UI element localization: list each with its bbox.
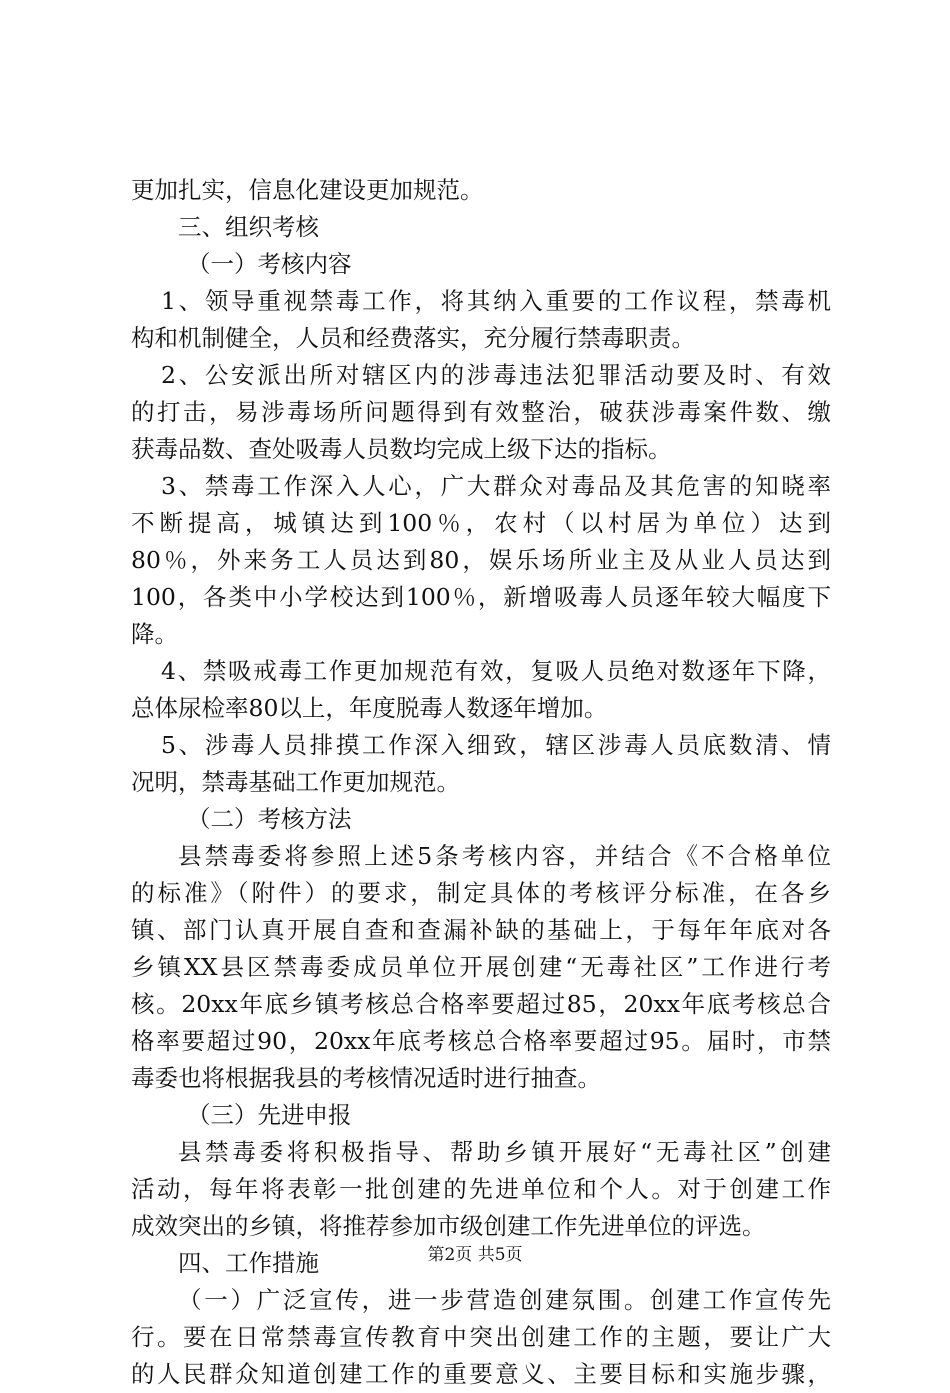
text-line: 获毒品数、查处吸毒人员数均完成上级下达的指标。 [131, 435, 672, 463]
text-line: 的标准》（附件）的要求，制定具体的考核评分标准，在各乡 [131, 879, 831, 907]
text-line: 构和机制健全，人员和经费落实，充分履行禁毒职责。 [131, 324, 695, 352]
text-line: 1、领导重视禁毒工作，将其纳入重要的工作议程，禁毒机 [161, 287, 831, 315]
text-line: 100，各类中小学校达到100％，新增吸毒人员逐年较大幅度下 [131, 583, 831, 611]
text-line: （一）广泛宣传，进一步营造创建氛围。创建工作宣传先 [178, 1286, 831, 1314]
subsection-heading: （三）先进申报 [187, 1101, 352, 1129]
text-line: 的人民群众知道创建工作的重要意义、主要目标和实施步骤， [131, 1360, 831, 1388]
section-heading: 四、工作措施 [178, 1249, 319, 1277]
text-line: 格率要超过90，20xx年底考核总合格率要超过95。届时，市禁 [131, 1027, 831, 1055]
text-line: 更加扎实，信息化建设更加规范。 [131, 176, 484, 204]
page-footer: 第2页 共5页 [427, 1245, 523, 1265]
text-line: 县禁毒委将参照上述5条考核内容，并结合《不合格单位 [178, 842, 831, 870]
text-line: 毒委也将根据我县的考核情况适时进行抽查。 [131, 1064, 601, 1092]
text-line: 不断提高，城镇达到100％，农村（以村居为单位）达到 [131, 509, 831, 537]
text-line: 4、禁吸戒毒工作更加规范有效，复吸人员绝对数逐年下降， [161, 657, 831, 685]
text-line: 的打击，易涉毒场所问题得到有效整治，破获涉毒案件数、缴 [131, 398, 831, 426]
text-line: 核。20xx年底乡镇考核总合格率要超过85，20xx年底考核总合 [131, 990, 831, 1018]
document-body [131, 172, 831, 1393]
text-line: 成效突出的乡镇，将推荐参加市级创建工作先进单位的评选。 [131, 1212, 766, 1240]
text-line: 总体尿检率80以上，年度脱毒人数逐年增加。 [131, 694, 608, 722]
text-line: 降。 [131, 620, 178, 648]
text-line: 活动，每年将表彰一批创建的先进单位和个人。对于创建工作 [131, 1175, 831, 1203]
subsection-heading: （一）考核内容 [187, 250, 352, 278]
text-line: 80％，外来务工人员达到80，娱乐场所业主及从业人员达到 [131, 546, 831, 574]
text-line: 5、涉毒人员排摸工作深入细致，辖区涉毒人员底数清、情 [161, 731, 831, 759]
section-heading: 三、组织考核 [178, 213, 319, 241]
text-line: 镇、部门认真开展自查和查漏补缺的基础上，于每年年底对各 [131, 916, 831, 944]
text-line: 县禁毒委将积极指导、帮助乡镇开展好“无毒社区”创建 [178, 1138, 831, 1166]
text-line: 3、禁毒工作深入人心，广大群众对毒品及其危害的知晓率 [161, 472, 831, 500]
subsection-heading: （二）考核方法 [187, 805, 352, 833]
text-line: 况明，禁毒基础工作更加规范。 [131, 768, 460, 796]
text-line: 乡镇XX县区禁毒委成员单位开展创建“无毒社区”工作进行考 [131, 953, 831, 981]
text-line: 行。要在日常禁毒宣传教育中突出创建工作的主题，要让广大 [131, 1323, 831, 1351]
text-line: 2、公安派出所对辖区内的涉毒违法犯罪活动要及时、有效 [161, 361, 831, 389]
